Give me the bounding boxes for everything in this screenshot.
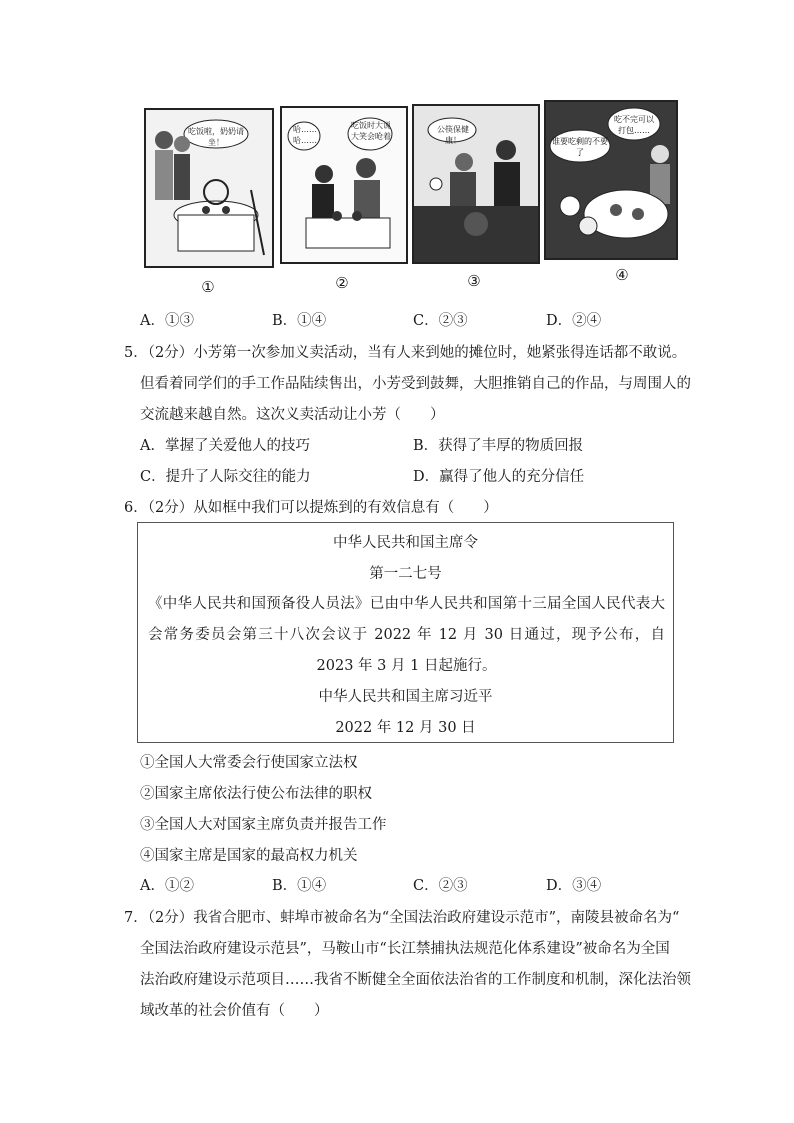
q7-stem-line-2: 全国法治政府建设示范县”，马鞍山市“长江禁捕执法规范化体系建设”被命名为全国 xyxy=(140,941,670,957)
notice-body: 《中华人民共和国预备役人员法》已由中华人民共和国第十三届全国人民代表大会常务委员会第三十八次会议于 2022 年 12 月 30 日通过，现予公布，自 2023 年 3 月 1 日起施行。 xyxy=(148,596,665,674)
comic-bubble-2-right: 吃饭时大说大笑会呛着 xyxy=(351,121,391,141)
comic-bubble-4-left: 谁要吃剩的不要了 xyxy=(552,137,608,157)
q7-stem-line-3: 法治政府建设示范项目……我省不断健全全面依法治省的工作制度和机制，深化法治领 xyxy=(140,972,691,988)
comic-illustration-packing-leftovers xyxy=(546,102,676,258)
notice-title: 中华人民共和国主席令 xyxy=(333,535,478,551)
comic-bubble-3: 公筷保健康！ xyxy=(437,125,469,145)
comic-label-1: ① xyxy=(201,278,215,296)
q6-option-d: D．③④ xyxy=(546,878,602,894)
q6-option-a: A．①② xyxy=(140,878,194,894)
q5-stem-line-3: 交流越来越自然。这次义卖活动让小芳（ ） xyxy=(140,407,445,423)
q6-option-c: C．②③ xyxy=(413,878,468,894)
q4-option-b: B．①④ xyxy=(272,313,327,329)
comic-label-3: ③ xyxy=(467,272,481,290)
q5-option-c: C．提升了人际交往的能力 xyxy=(140,469,311,485)
q5-option-b: B．获得了丰厚的物质回报 xyxy=(413,438,584,454)
q7-stem-line-1: 7．（2分）我省合肥市、蚌埠市被命名为“全国法治政府建设示范市”，南陵县被命名为“ xyxy=(124,910,680,926)
q6-statement-1: ①全国人大常委会行使国家立法权 xyxy=(140,755,358,771)
comic-panel-2 xyxy=(280,106,408,264)
q6-statement-3: ③全国人大对国家主席负责并报告工作 xyxy=(140,817,387,833)
q4-option-d: D．②④ xyxy=(546,313,602,329)
comic-panel-1 xyxy=(144,108,274,268)
comic-bubble-2-left: 哈……哈…… xyxy=(293,125,317,145)
comic-label-2: ② xyxy=(335,274,349,292)
comic-panel-3 xyxy=(412,104,540,264)
notice-signer: 中华人民共和国主席习近平 xyxy=(318,689,493,705)
q4-option-c: C．②③ xyxy=(413,313,468,329)
q5-option-a: A．掌握了关爱他人的技巧 xyxy=(140,438,310,454)
q6-stem: 6．（2分）从如框中我们可以提炼到的有效信息有（ ） xyxy=(124,500,498,516)
q5-stem-line-1: 5．（2分）小芳第一次参加义卖活动，当有人来到她的摊位时，她紧张得连话都不敢说。 xyxy=(124,345,687,361)
comic-label-4: ④ xyxy=(615,266,629,284)
comic-bubble-4-right: 吃不完可以打包…… xyxy=(614,115,654,135)
comic-strip xyxy=(140,100,680,300)
q5-option-d: D．赢得了他人的充分信任 xyxy=(413,469,585,485)
q6-option-b: B．①④ xyxy=(272,878,327,894)
q5-stem-line-2: 但看着同学们的手工作品陆续售出，小芳受到鼓舞，大胆推销自己的作品，与周围人的 xyxy=(140,376,691,392)
notice-date: 2022 年 12 月 30 日 xyxy=(335,720,476,736)
comic-panel-4 xyxy=(544,100,678,260)
q6-statement-2: ②国家主席依法行使公布法律的职权 xyxy=(140,786,372,802)
comic-bubble-1: 吃饭啦，奶奶请坐！ xyxy=(188,127,244,147)
q7-stem-line-4: 域改革的社会价值有（ ） xyxy=(140,1003,329,1019)
presidential-order-box xyxy=(137,522,674,743)
q4-option-a: A．①③ xyxy=(140,313,194,329)
notice-number: 第一二七号 xyxy=(369,566,442,582)
q6-statement-4: ④国家主席是国家的最高权力机关 xyxy=(140,848,358,864)
